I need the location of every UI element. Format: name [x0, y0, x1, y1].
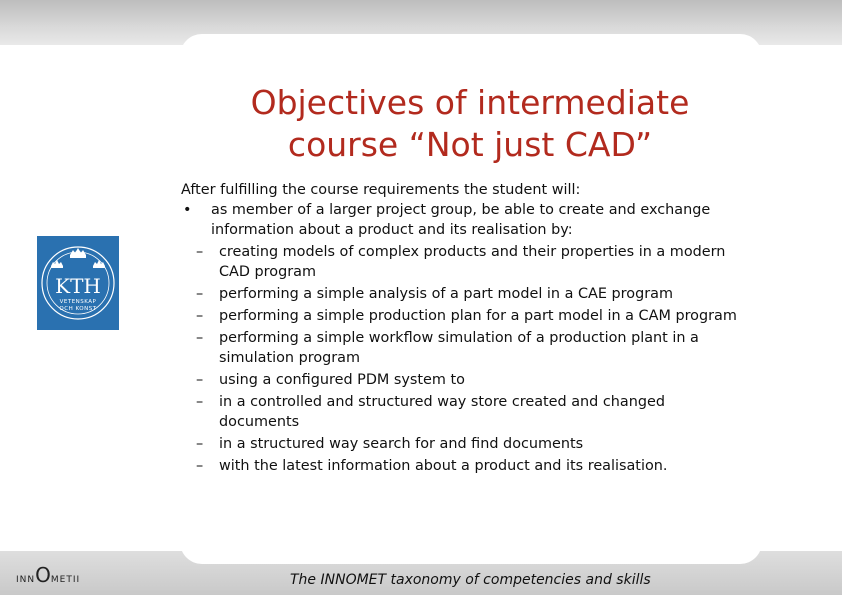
dash-icon: –: [196, 394, 204, 410]
dash-icon: –: [196, 308, 204, 324]
dash-icon: –: [196, 330, 204, 346]
slide-body: [181, 180, 741, 476]
dash-icon: –: [196, 372, 204, 388]
logo-line1: VETENSKAP: [59, 299, 97, 305]
bullet-icon: •: [183, 202, 192, 218]
innomet-part-2: N: [27, 575, 36, 585]
innomet-logo: [16, 563, 80, 591]
dash-icon: –: [196, 286, 204, 302]
list-item-text: using a configured PDM system to: [219, 372, 465, 388]
intro-text: After fulfilling the course requirements the student will:: [181, 182, 581, 198]
list-item: [181, 328, 741, 368]
sub-list: [181, 242, 741, 476]
logo-name: KTH: [55, 274, 101, 298]
title-line-1: Objectives of intermediate: [250, 83, 690, 122]
slide-title: [190, 82, 750, 166]
list-item-text: performing a simple production plan for a part model in a CAM program: [219, 308, 737, 324]
list-item: [181, 456, 741, 476]
list-item-text: in a controlled and structured way store created and changed documents: [219, 394, 665, 430]
dash-icon: –: [196, 458, 204, 474]
title-line-2: course “Not just CAD”: [287, 125, 653, 164]
innomet-part-4: MET: [50, 575, 73, 585]
footer-caption: The INNOMET taxonomy of competencies and skills: [290, 572, 651, 588]
list-item-text: with the latest information about a product and its realisation.: [219, 458, 668, 474]
innomet-part-5: II: [72, 575, 81, 585]
list-item-text: in a structured way search for and find documents: [219, 436, 584, 452]
list-item-text: creating models of complex products and their properties in a modern CAD program: [219, 244, 726, 280]
dash-icon: –: [196, 436, 204, 452]
bullet-text: as member of a larger project group, be able to create and exchange information about a product and its realisation by:: [211, 202, 711, 238]
dash-icon: –: [196, 244, 204, 260]
kth-seal-icon: [37, 236, 119, 330]
list-item-text: performing a simple workflow simulation of a production plant in a simulation program: [219, 330, 699, 366]
bullet-item: [181, 200, 741, 240]
list-item: [181, 434, 741, 454]
innomet-part-1: IN: [16, 575, 28, 585]
list-item: [181, 284, 741, 304]
list-item: [181, 306, 741, 326]
list-item: [181, 242, 741, 282]
list-item: [181, 370, 741, 390]
list-item: [181, 392, 741, 432]
kth-logo: [37, 236, 119, 330]
innomet-part-3: O: [35, 563, 51, 587]
logo-line2: OCH KONST: [59, 306, 97, 312]
list-item-text: performing a simple analysis of a part model in a CAE program: [219, 286, 673, 302]
